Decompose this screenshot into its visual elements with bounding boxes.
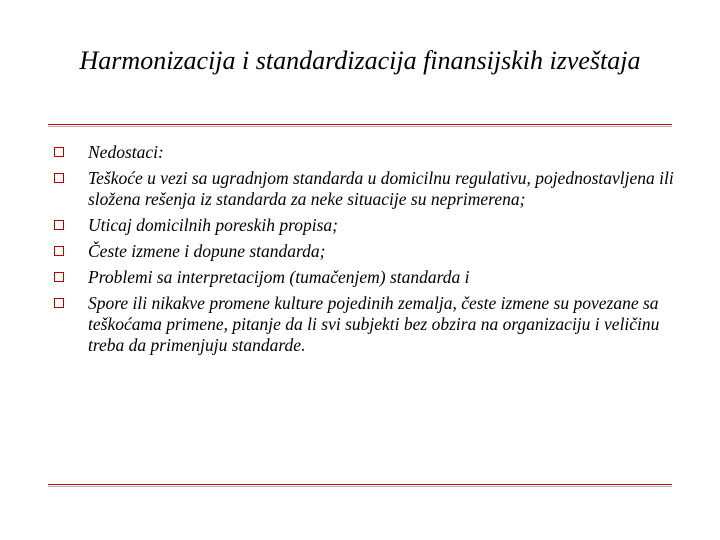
bullet-text: Teškoće u vezi sa ugradnjom standarda u domicilnu regulativu, pojednostavljena ili složena rešenja iz standarda za neke situacije su neprimerena; — [88, 168, 674, 209]
hollow-square-bullet-icon — [54, 298, 64, 308]
bullet-text: Nedostaci: — [88, 142, 164, 162]
bullet-text: Uticaj domicilnih poreskih propisa; — [88, 215, 338, 235]
bullet-item — [54, 142, 674, 163]
bullet-item — [54, 215, 674, 236]
bullet-text: Spore ili nikakve promene kulture pojedinih zemalja, česte izmene su povezane sa teškoćama primene, pitanje da li svi subjekti bez obzira na organizaciju i veličinu treba da primenjuju standarde. — [88, 293, 660, 355]
bullet-item — [54, 293, 674, 356]
hollow-square-bullet-icon — [54, 220, 64, 230]
bullet-text: Problemi sa interpretacijom (tumačenjem) standarda i — [88, 267, 470, 287]
bullet-item — [54, 267, 674, 288]
footer-divider — [48, 484, 672, 485]
bullet-item — [54, 168, 674, 210]
title-divider-shadow — [48, 126, 672, 127]
footer-divider-shadow — [48, 486, 672, 487]
title-divider — [48, 124, 672, 125]
bullet-list — [54, 142, 674, 361]
bullet-item — [54, 241, 674, 262]
hollow-square-bullet-icon — [54, 147, 64, 157]
hollow-square-bullet-icon — [54, 246, 64, 256]
bullet-text: Česte izmene i dopune standarda; — [88, 241, 326, 261]
hollow-square-bullet-icon — [54, 173, 64, 183]
slide-title: Harmonizacija i standardizacija finansijskih izveštaja — [79, 46, 641, 75]
hollow-square-bullet-icon — [54, 272, 64, 282]
